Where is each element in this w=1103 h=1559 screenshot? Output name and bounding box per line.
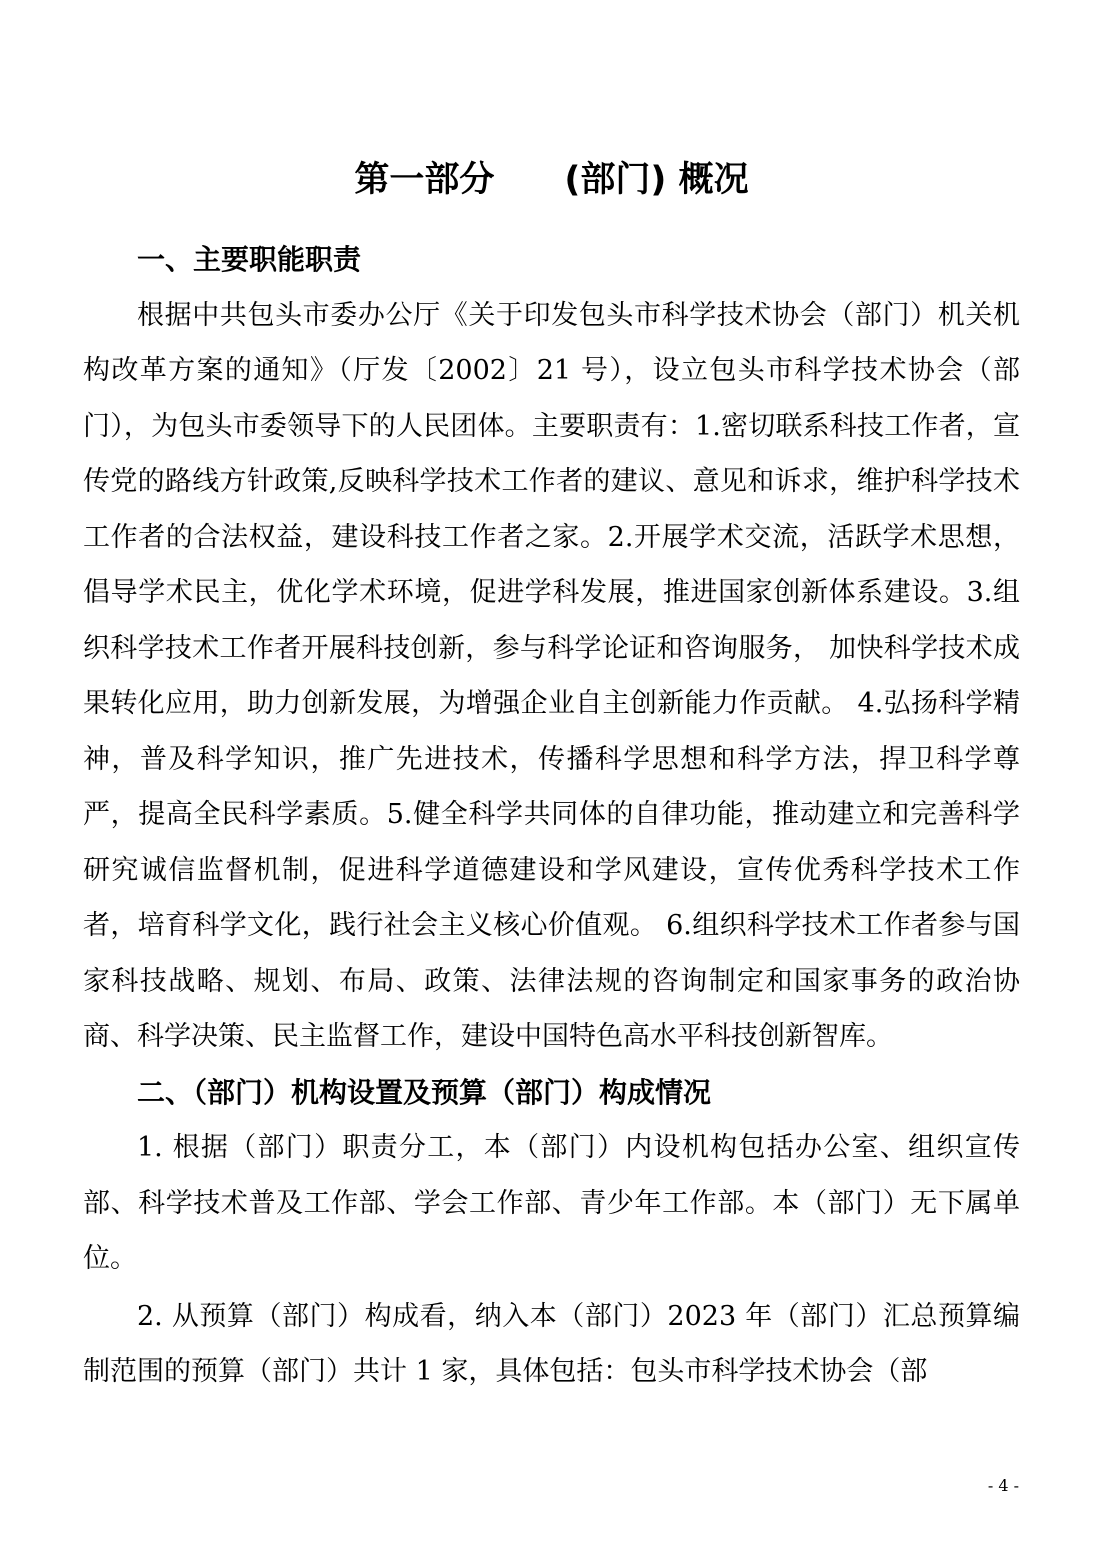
section-2-heading: 二、（部门）机构设置及预算（部门）构成情况 (137, 1075, 712, 1109)
section-1-paragraph: 根据中共包头市委办公厅《关于印发包头市科学技术协会（部门）机关机构改革方案的通知》（厅发〔2002〕21 号），设立包头市科学技术协会（部门），为包头市委领导下的人民团体。主要职责有：1.密切联系科技工作者，宣传党的路线方针政策,反映科学技术工作者的建议、意见和诉求，维护科学技术工作者的合法权益，建设科技工作者之家。2.开展学术交流，活跃学术思想，倡导学术民主，优化学术环境，促进学科发展，推进国家创新体系建设。3.组织科学技术工作者开展科技创新，参与科学论证和咨询服务， 加快科学技术成果转化应用，助力创新发展，为增强企业自主创新能力作贡献。 4.弘扬科学精神，普及科学知识，推广先进技术，传播科学思想和科学方法，捍卫科学尊严，提高全民科学素质。5.健全科学共同体的自律功能，推动建立和完善科学研究诚信监督机制，促进科学道德建设和学风建设，宣传优秀科学技术工作者，培育科学文化，践行社会主义核心价值观。 6.组织科学技术工作者参与国家科技战略、规划、布局、政策、法律法规的咨询制定和国家事务的政治协商、科学决策、民主监督工作，建设中国特色高水平科技创新智库。 (83, 299, 1020, 1052)
section-2-paragraph-1: 1. 根据（部门）职责分工，本（部门）内设机构包括办公室、组织宣传部、科学技术普及工作部、学会工作部、青少年工作部。本（部门）无下属单位。 (83, 1132, 1020, 1274)
section-2-paragraph-2: 2. 从预算（部门）构成看，纳入本（部门）2023 年（部门）汇总预算编制范围的预算（部门）共计 1 家，具体包括：包头市科学技术协会（部 (83, 1300, 1020, 1387)
section-1-heading: 一、主要职能职责 (137, 243, 362, 276)
page-number: - 4 - (987, 1476, 1019, 1495)
page-title: 第一部分 (部门) 概况 (354, 160, 749, 200)
document-body (83, 232, 1020, 1400)
